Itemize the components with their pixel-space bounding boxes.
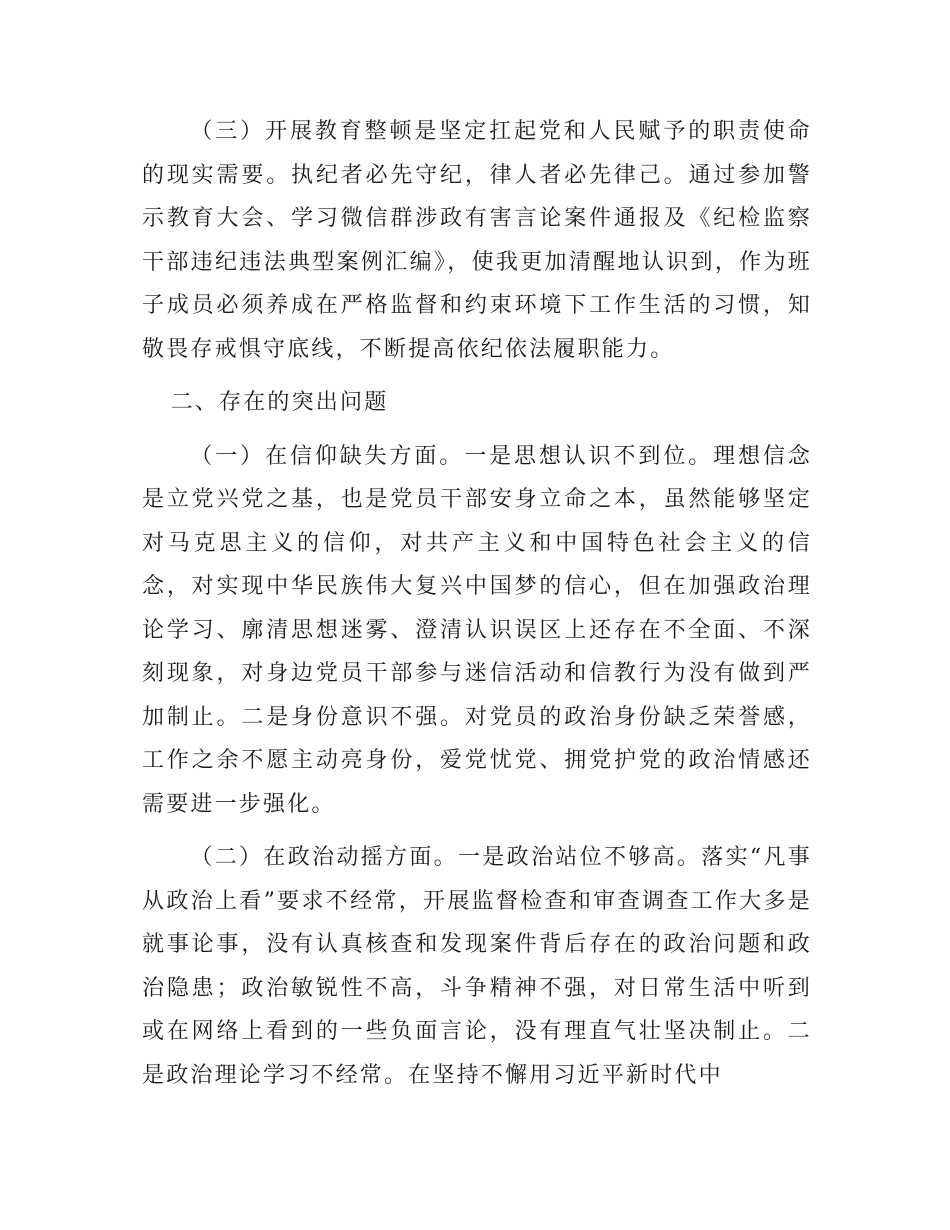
section-heading-outstanding-problems: 二、存在的突出问题 [170, 390, 389, 415]
paragraph-belief-lacking: （一）在信仰缺失方面。一是思想认识不到位。理想信念是立党兴党之基，也是党员干部安身立命之本，虽然能够坚定对马克思主义的信仰，对共产主义和中国特色社会主义的信念，对实现中华民族伟大复兴中国梦的信心，但在加强政治理论学习、廓清思想迷雾、澄清认识误区上还存在不全面、不深刻现象，对身边党员干部参与迷信活动和信教行为没有做到严加制止。二是身份意识不强。对党员的政治身份缺乏荣誉感，工作之余不愿主动亮身份，爱党忧党、拥党护党的政治情感还需要进一步强化。 [142, 443, 812, 817]
paragraph-education-rectification-need: （三）开展教育整顿是坚定扛起党和人民赋予的职责使命的现实需要。执纪者必先守纪，律人者必先律己。通过参加警示教育大会、学习微信群涉政有害言论案件通报及《纪检监察干部违纪违法典型案例汇编》，使我更加清醒地认识到，作为班子成员必须养成在严格监督和约束环境下工作生活的习惯，知敬畏存戒惧守底线，不断提高依纪依法履职能力。 [142, 119, 812, 362]
document-body [142, 110, 812, 1107]
paragraph-political-wavering: （二）在政治动摇方面。一是政治站位不够高。落实“凡事从政治上看”要求不经常，开展监督检查和审查调查工作大多是就事论事，没有认真核查和发现案件背后存在的政治问题和政治隐患；政治敏锐性不高，斗争精神不强，对日常生活中听到或在网络上看到的一些负面言论，没有理直气壮坚决制止。二是政治理论学习不经常。在坚持不懈用习近平新时代中 [142, 845, 812, 1088]
